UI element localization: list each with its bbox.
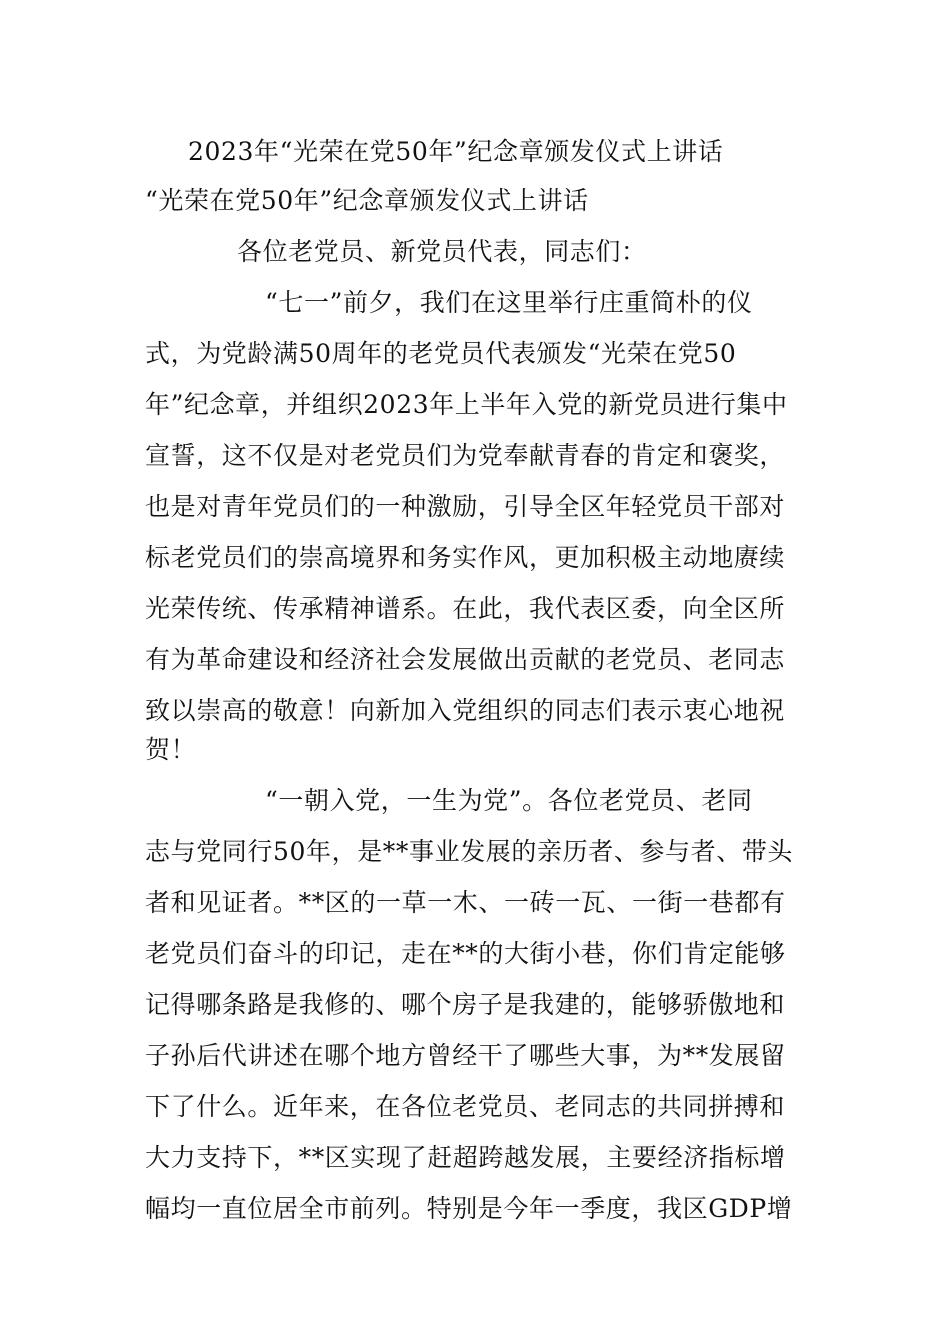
paragraph-1-line: 标老党员们的崇高境界和务实作风，更加积极主动地赓续 — [145, 543, 786, 572]
salutation: 各位老党员、新党员代表，同志们： — [237, 237, 647, 266]
paragraph-1-line: 贺！ — [145, 735, 197, 764]
paragraph-2-line: 子孙后代讲述在哪个地方曾经干了哪些大事，为**发展留 — [145, 1041, 786, 1070]
paragraph-2-line: 志与党同行50年，是**事业发展的亲历者、参与者、带头 — [145, 837, 794, 866]
paragraph-2-line: 记得哪条路是我修的、哪个房子是我建的，能够骄傲地和 — [145, 990, 786, 1019]
paragraph-1-line: 宣誓，这不仅是对老党员们为党奉献青春的肯定和褒奖， — [145, 441, 786, 470]
paragraph-1-line: 年”纪念章，并组织2023年上半年入党的新党员进行集中 — [145, 390, 788, 419]
paragraph-2-line: 老党员们奋斗的印记，走在**的大街小巷，你们肯定能够 — [145, 939, 786, 968]
paragraph-1-line: 也是对青年党员们的一种激励，引导全区年轻党员干部对 — [145, 492, 786, 521]
paragraph-2-line: “一朝入党，一生为党”。各位老党员、老同 — [265, 786, 753, 815]
paragraph-1-line: 光荣传统、传承精神谱系。在此，我代表区委，向全区所 — [145, 594, 786, 623]
paragraph-2-line: 下了什么。近年来，在各位老党员、老同志的共同拼搏和 — [145, 1092, 786, 1121]
paragraph-1-line: 有为革命建设和经济社会发展做出贡献的老党员、老同志 — [145, 645, 786, 674]
paragraph-2-line: 大力支持下，**区实现了赶超跨越发展，主要经济指标增 — [145, 1143, 786, 1172]
paragraph-2-line: 幅均一直位居全市前列。特别是今年一季度，我区GDP增 — [145, 1194, 793, 1223]
paragraph-2-line: 者和见证者。**区的一草一木、一砖一瓦、一街一巷都有 — [145, 888, 786, 917]
document-title: 2023年“光荣在党50年”纪念章颁发仪式上讲话 — [188, 137, 724, 166]
paragraph-1-line: 致以崇高的敬意！向新加入党组织的同志们表示衷心地祝 — [145, 696, 786, 725]
paragraph-1-line: “七一”前夕，我们在这里举行庄重简朴的仪 — [265, 288, 753, 317]
document-subtitle: “光荣在党50年”纪念章颁发仪式上讲话 — [145, 186, 589, 215]
paragraph-1-line: 式，为党龄满50周年的老党员代表颁发“光荣在党50 — [145, 339, 737, 368]
